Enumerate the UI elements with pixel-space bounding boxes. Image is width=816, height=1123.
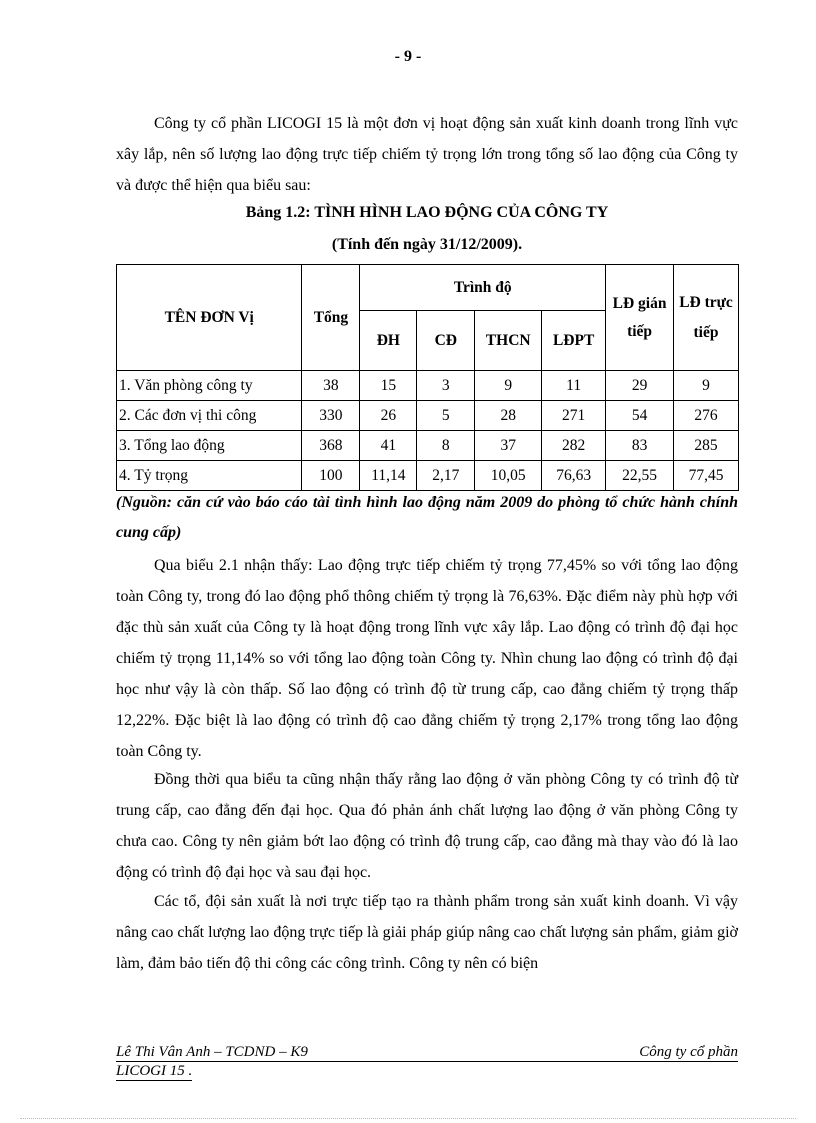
paragraph-production-teams: Các tổ, đội sản xuất là nơi trực tiếp tạo ra thành phẩm trong sản xuất kinh doanh. Vì vậy nâng cao chất lượng lao động trực tiếp là giải pháp giúp nâng cao chất lượng sản phẩm, giảm giờ làm, đảm bảo tiến độ thi công các công trình. Công ty nên có biện bbox=[116, 893, 738, 972]
table-row bbox=[117, 461, 739, 491]
cell-dh: 26 bbox=[360, 401, 417, 431]
paragraph-analysis: Qua biểu 2.1 nhận thấy: Lao động trực tiếp chiếm tỷ trọng 77,45% so với tổng lao động toàn Công ty, trong đó lao động phổ thông chiếm tỷ trọng là 76,63%. Đặc điểm này phù hợp với đặc thù sản xuất của Công ty là hoạt động trong lĩnh vực xây lắp. Lao động có trình độ đại học chiếm tỷ trọng 11,14% so với tổng lao động toàn Công ty. Nhìn chung lao động có trình độ đại học như vậy là còn thấp. Số lao động có trình độ từ trung cấp, cao đẳng chiếm tỷ trọng thấp 12,22%. Đặc biệt là lao động có trình độ cao đẳng chiếm tỷ trọng 2,17% trong tổng lao động toàn Công ty. bbox=[116, 557, 738, 760]
footer-company-cont: LICOGI 15 . bbox=[116, 1063, 193, 1079]
cell-total: 100 bbox=[302, 461, 360, 491]
cell-indirect: 54 bbox=[606, 401, 674, 431]
header-thcn: THCN bbox=[475, 311, 542, 371]
cell-cd: 5 bbox=[417, 401, 475, 431]
cell-dh: 11,14 bbox=[360, 461, 417, 491]
page-number: - 9 - bbox=[394, 48, 422, 65]
header-dh: ĐH bbox=[360, 311, 417, 371]
cell-thcn: 9 bbox=[475, 371, 542, 401]
cell-name: 1. Văn phòng công ty bbox=[117, 371, 302, 401]
cell-cd: 3 bbox=[417, 371, 475, 401]
cell-name: 4. Tỷ trọng bbox=[117, 461, 302, 491]
cell-indirect: 29 bbox=[606, 371, 674, 401]
header-unit: TÊN ĐƠN Vị bbox=[117, 265, 302, 371]
cell-total: 38 bbox=[302, 371, 360, 401]
header-cd: CĐ bbox=[417, 311, 475, 371]
cell-dh: 15 bbox=[360, 371, 417, 401]
table-subtitle: (Tính đến ngày 31/12/2009). bbox=[331, 236, 523, 253]
page-edge-divider bbox=[20, 1118, 796, 1119]
cell-direct: 9 bbox=[674, 371, 739, 401]
cell-cd: 2,17 bbox=[417, 461, 475, 491]
source-note: (Nguồn: căn cứ vào báo cáo tài tình hình lao động năm 2009 do phòng tổ chức hành chính cung cấp) bbox=[116, 494, 738, 541]
header-education: Trình độ bbox=[360, 265, 606, 311]
header-total: Tổng bbox=[302, 265, 360, 371]
footer-line bbox=[116, 1043, 738, 1062]
header-ldpt: LĐPT bbox=[542, 311, 606, 371]
cell-thcn: 28 bbox=[475, 401, 542, 431]
paragraph-office-labor: Đồng thời qua biểu ta cũng nhận thấy rằng lao động ở văn phòng Công ty có trình độ từ trung cấp, cao đẳng đến đại học. Qua đó phản ánh chất lượng lao động ở văn phòng Công ty chưa cao. Công ty nên giảm bớt lao động có trình độ trung cấp, cao đẳng mà thay vào đó là lao động có trình độ đại học và sau đại học. bbox=[116, 771, 738, 881]
cell-direct: 285 bbox=[674, 431, 739, 461]
cell-direct: 276 bbox=[674, 401, 739, 431]
labor-table bbox=[116, 264, 739, 491]
cell-ldpt: 11 bbox=[542, 371, 606, 401]
footer-author: Lê Thi Vân Anh – TCDND – K9 bbox=[116, 1044, 308, 1060]
table-title: Bảng 1.2: TÌNH HÌNH LAO ĐỘNG CỦA CÔNG TY bbox=[245, 204, 609, 221]
cell-name: 3. Tổng lao động bbox=[117, 431, 302, 461]
cell-indirect: 83 bbox=[606, 431, 674, 461]
cell-ldpt: 282 bbox=[542, 431, 606, 461]
cell-ldpt: 271 bbox=[542, 401, 606, 431]
table-row bbox=[117, 371, 739, 401]
cell-total: 368 bbox=[302, 431, 360, 461]
cell-direct: 77,45 bbox=[674, 461, 739, 491]
page-footer bbox=[116, 1043, 738, 1081]
cell-thcn: 37 bbox=[475, 431, 542, 461]
cell-ldpt: 76,63 bbox=[542, 461, 606, 491]
cell-total: 330 bbox=[302, 401, 360, 431]
cell-thcn: 10,05 bbox=[475, 461, 542, 491]
header-direct: LĐ trực tiếp bbox=[674, 265, 739, 371]
footer-company: Công ty cổ phần bbox=[639, 1044, 738, 1060]
header-indirect: LĐ gián tiếp bbox=[606, 265, 674, 371]
table-row bbox=[117, 431, 739, 461]
table-row bbox=[117, 401, 739, 431]
cell-name: 2. Các đơn vị thi công bbox=[117, 401, 302, 431]
intro-paragraph: Công ty cổ phần LICOGI 15 là một đơn vị hoạt động sản xuất kinh doanh trong lĩnh vực xây lắp, nên số lượng lao động trực tiếp chiếm tỷ trọng lớn trong tổng số lao động của Công ty và được thể hiện qua biểu sau: bbox=[116, 115, 738, 194]
cell-indirect: 22,55 bbox=[606, 461, 674, 491]
cell-dh: 41 bbox=[360, 431, 417, 461]
cell-cd: 8 bbox=[417, 431, 475, 461]
